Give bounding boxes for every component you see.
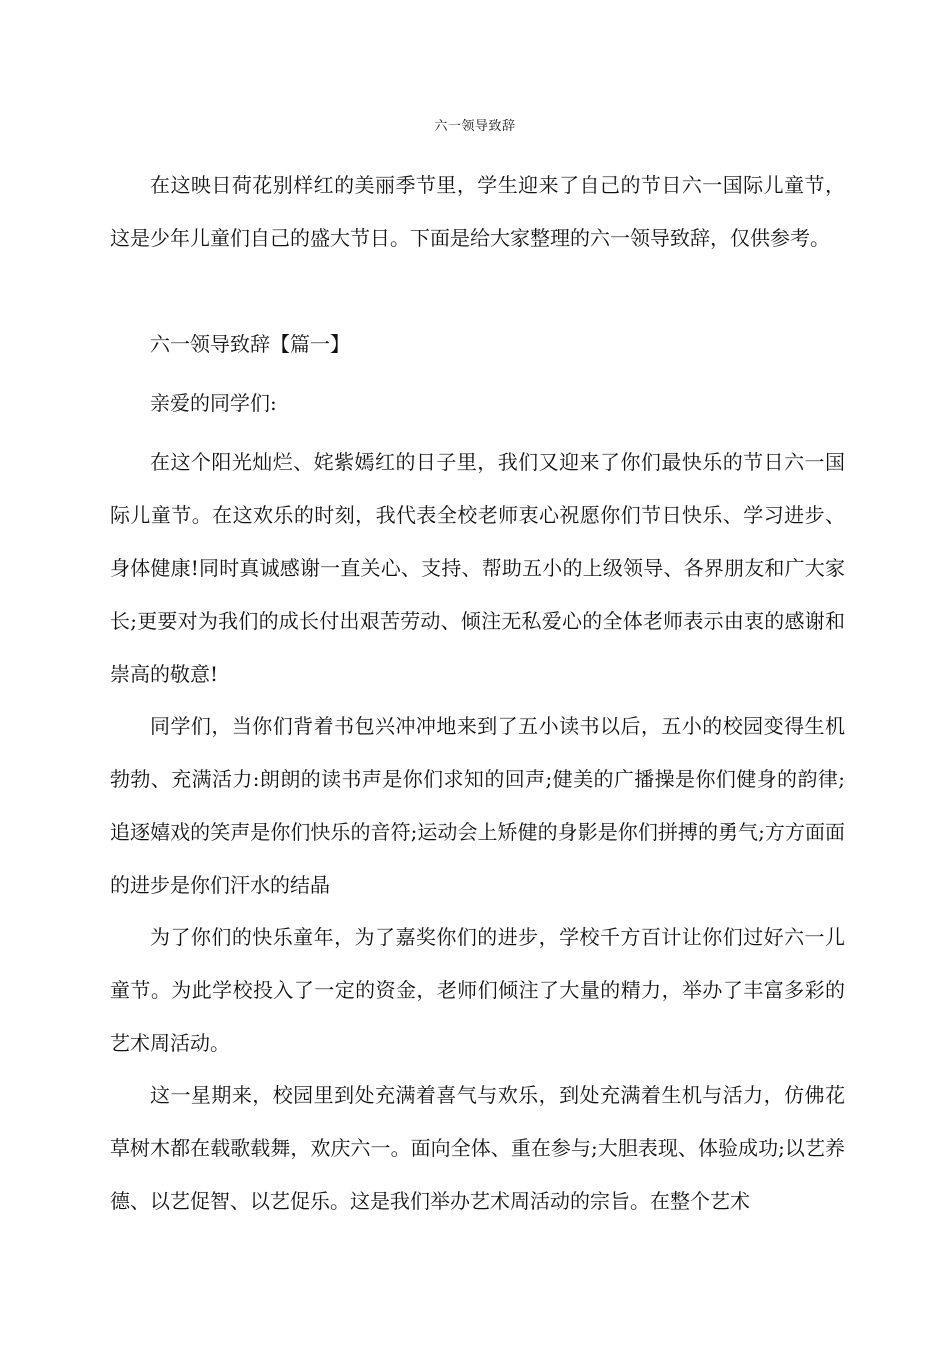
body-paragraph-4: 这一星期来，校园里到处充满着喜气与欢乐，到处充满着生机与活力，仿佛花草树木都在载歌载舞，欢庆六一。面向全体、重在参与;大胆表现、体验成功;以艺养德、以艺促智、以艺促乐。这是我们举办艺术周活动的宗旨。在整个艺术 bbox=[110, 1083, 845, 1213]
document-title: 六一领导致辞 bbox=[434, 119, 516, 134]
body-paragraph-2: 同学们，当你们背着书包兴冲冲地来到了五小读书以后，五小的校园变得生机勃勃、充满活力:朗朗的读书声是你们求知的回声;健美的广播操是你们健身的韵律;追逐嬉戏的笑声是你们快乐的音符;运动会上矫健的身影是你们拼搏的勇气;方方面面的进步是你们汗水的结晶 bbox=[110, 714, 845, 897]
body-paragraph-3: 为了你们的快乐童年，为了嘉奖你们的进步，学校千方百计让你们过好六一儿童节。为此学校投入了一定的资金，老师们倾注了大量的精力，举办了丰富多彩的艺术周活动。 bbox=[110, 925, 845, 1055]
body-paragraph-1: 在这个阳光灿烂、姹紫嫣红的日子里，我们又迎来了你们最快乐的节日六一国际儿童节。在这欢乐的时刻，我代表全校老师衷心祝愿你们节日快乐、学习进步、身体健康!同时真诚感谢一直关心、支持、帮助五小的上级领导、各界朋友和广大家长;更要对为我们的成长付出艰苦劳动、倾注无私爱心的全体老师表示由衷的感谢和崇高的敬意! bbox=[110, 450, 845, 686]
section-heading: 六一领导致辞【篇一】 bbox=[150, 332, 350, 356]
salutation: 亲爱的同学们: bbox=[150, 391, 277, 415]
intro-paragraph: 在这映日荷花别样红的美丽季节里，学生迎来了自己的节日六一国际儿童节，这是少年儿童们自己的盛大节日。下面是给大家整理的六一领导致辞，仅供参考。 bbox=[110, 173, 845, 250]
